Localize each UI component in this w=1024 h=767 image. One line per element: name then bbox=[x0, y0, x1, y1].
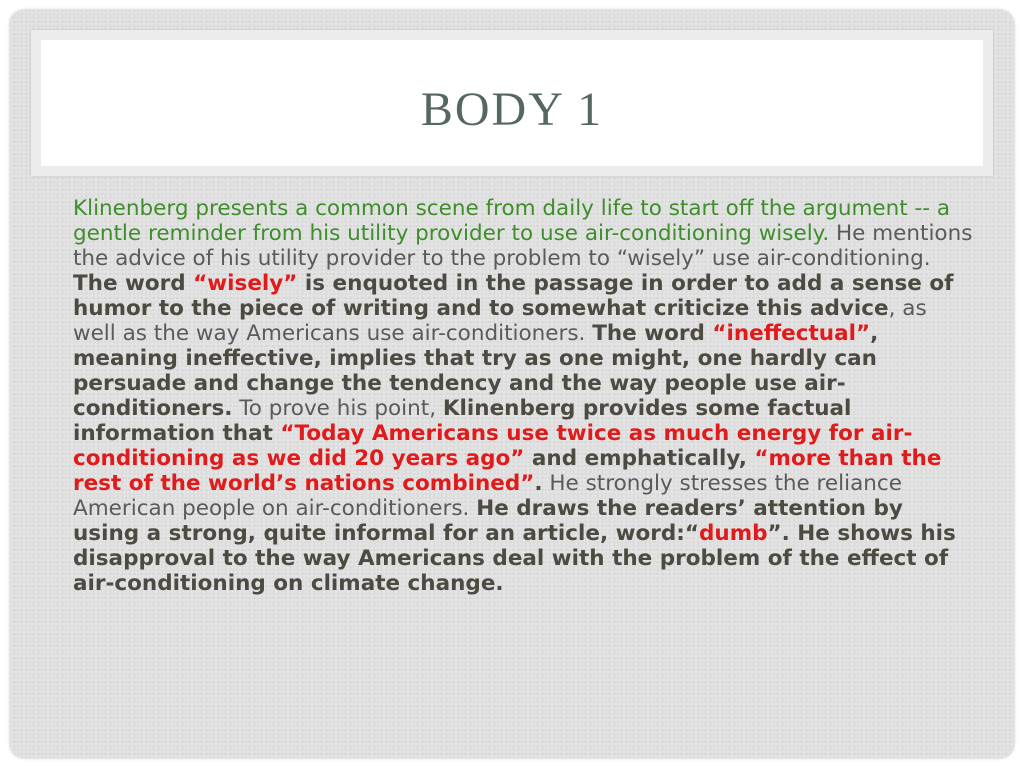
quote-highlight: “wisely” bbox=[193, 271, 298, 296]
text-segment: is enquoted in the passage in order to add a sense of humor to the piece of writing and to somewhat criticize this advice bbox=[73, 271, 954, 321]
slide bbox=[10, 10, 1014, 758]
title-box bbox=[41, 40, 983, 166]
text-segment: To prove his point, bbox=[232, 396, 443, 421]
quote-highlight: “Today Americans use twice as much energy for air-conditioning as we did 20 years ago” bbox=[73, 421, 913, 471]
text-segment: and emphatically, bbox=[524, 446, 755, 471]
body-paragraph bbox=[73, 196, 973, 596]
slide-title: BODY 1 bbox=[420, 82, 604, 136]
text-segment: , as well as the way Americans use air-conditioners. bbox=[73, 296, 927, 346]
text-segment: The word bbox=[592, 321, 713, 346]
text-segment: He mentions the advice of his utility provider to the problem to “wisely” use air-conditioning. bbox=[73, 221, 973, 271]
text-segment: He strongly stresses the reliance American people on air-conditioners. bbox=[73, 471, 902, 521]
text-segment: The word bbox=[73, 271, 194, 296]
quote-highlight: “ineffectual” bbox=[712, 321, 871, 346]
text-segment: Klinenberg presents a common scene from daily life to start off the argument -- a gentle reminder from his utility provider to use air-conditioning wisely. bbox=[73, 196, 951, 246]
text-segment: . bbox=[534, 471, 543, 496]
title-band bbox=[31, 30, 993, 176]
quote-highlight: “more than the rest of the world’s nations combined” bbox=[73, 446, 942, 496]
text-segment: He draws the readers’ attention by using a strong, quite informal for an article, word:“ bbox=[73, 496, 903, 546]
quote-highlight: dumb bbox=[699, 521, 768, 546]
text-segment: Klinenberg provides some factual information that bbox=[73, 396, 852, 446]
text-segment: , meaning ineffective, implies that try as one might, one hardly can persuade and change the tendency and the way people use air-conditioners. bbox=[73, 321, 879, 421]
text-segment: ”. He shows his disapproval to the way Americans deal with the problem of the effect of air-conditioning on climate change. bbox=[73, 521, 956, 596]
